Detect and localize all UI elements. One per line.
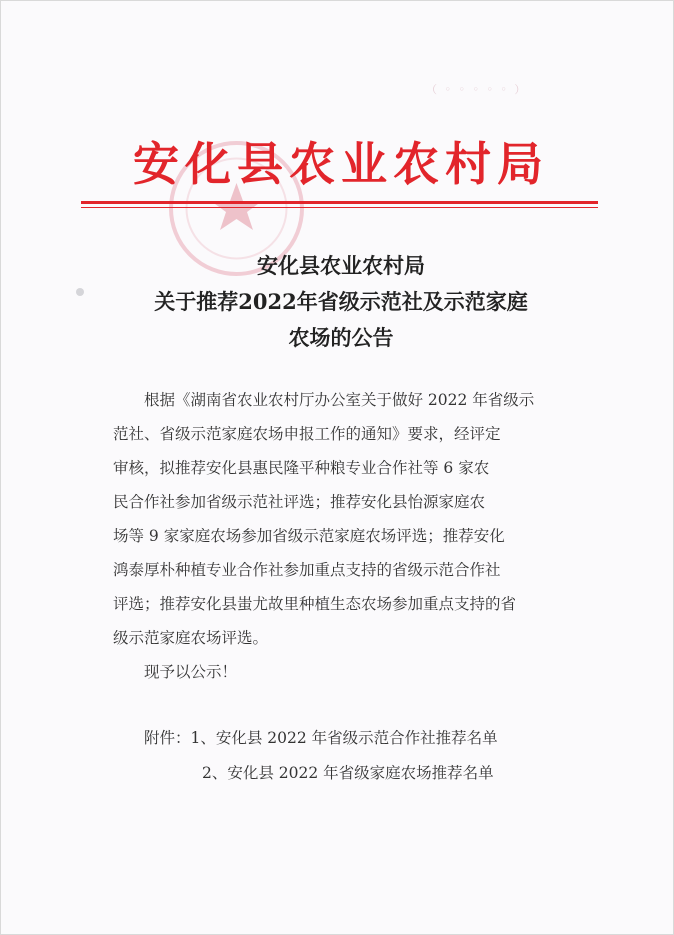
issuer-masthead: 安化县农业农村局 — [133, 137, 549, 191]
announce-line: 现予以公示！ — [144, 663, 238, 681]
body-line-7: 评选；推荐安化县蚩尤故里种植生态农场参加重点支持的省 — [113, 595, 517, 613]
attachment-line-2: 2、安化县 2022 年省级家庭农场推荐名单 — [202, 764, 494, 782]
body-line-6: 鸿泰厚朴种植专业合作社参加重点支持的省级示范合作社 — [113, 561, 501, 579]
attachment-line-1: 附件：1、安化县 2022 年省级示范合作社推荐名单 — [144, 729, 498, 747]
document-title-line-2: 关于推荐2022年省级示范社及示范家庭 — [154, 289, 528, 314]
faint-header-mark: （ ◦ ◦ ◦ ◦ ◦ ） — [426, 83, 528, 96]
body-line-3: 审核，拟推荐安化县惠民隆平种粮专业合作社等 6 家农 — [113, 459, 490, 477]
body-line-8: 级示范家庭农场评选。 — [113, 629, 269, 647]
document-title-line-3: 农场的公告 — [288, 325, 394, 350]
masthead-rule-thick — [81, 201, 598, 204]
body-line-1: 根据《湖南省农业农村厅办公室关于做好 2022 年省级示 — [144, 391, 535, 409]
body-line-2: 范社、省级示范家庭农场申报工作的通知》要求，经评定 — [113, 425, 501, 443]
body-line-4: 民合作社参加省级示范社评选；推荐安化县怡源家庭农 — [113, 493, 486, 511]
masthead-rule-thin — [81, 207, 598, 208]
document-title-line-1: 安化县农业农村局 — [257, 253, 425, 278]
body-line-5: 场等 9 家家庭农场参加省级示范家庭农场评选；推荐安化 — [113, 527, 505, 545]
